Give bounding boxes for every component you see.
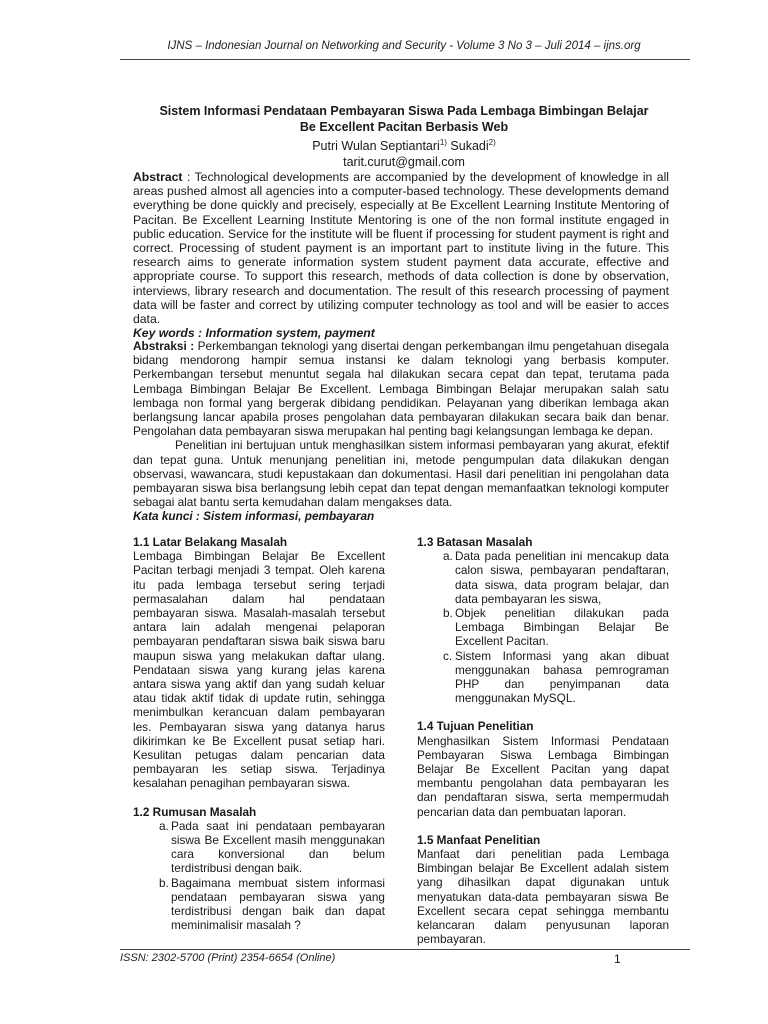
section-1-2-title: 1.2 Rumusan Masalah [133, 804, 257, 819]
section-1-5-title: 1.5 Manfaat Penelitian [417, 832, 541, 847]
paper-title-line1: Sistem Informasi Pendataan Pembayaran Siswa Pada Lembaga Bimbingan Belajar [159, 104, 649, 118]
abstract-label: Abstract [133, 170, 183, 184]
section-1-1-title: 1.1 Latar Belakang Masalah [133, 535, 288, 549]
footer-divider [120, 949, 690, 950]
author-2-affiliation: 2) [488, 138, 496, 147]
authors [120, 135, 688, 154]
journal-header: IJNS – Indonesian Journal on Networking and Security - Volume 3 No 3 – Juli 2014 – ijns.org [167, 40, 641, 52]
paper-title-line2: Be Excellent Pacitan Berbasis Web [299, 120, 509, 134]
footer-issn: ISSN: 2302-5700 (Print) 2354-6654 (Online) [120, 952, 336, 964]
abstract-keywords: Key words : Information system, payment [133, 326, 375, 341]
author-email: tarit.curut@gmail.com [343, 155, 465, 170]
abstract-indonesian [133, 339, 669, 524]
abstraksi-text-1: Perkembangan teknologi yang disertai dengan perkembangan ilmu pengetahuan disegala bidang mendorong hampir semua instansi ke dalam teknologi yang berbasis komputer. Perkembangan tersebut menuntut segala hal dilakukan secara cepat dan tepat, terutama pada Lembaga Bimbingan Belajar Be Excellent. Lembaga Bimbingan Belajar merupakan salah satu lembaga non formal yang bergerak dibidang pendidikan. Pelayanan yang diberikan lembaga akan berlangsung lancar apabila proses pengolahan data pembayaran dilakukan secara baik dan benar. Pengolahan data pembayaran siswa merupakan hal penting bagi kelangsungan lembaga ke depan. [133, 339, 669, 439]
section-1-2-list [133, 819, 385, 933]
author-1-affiliation: 1) [439, 138, 447, 147]
header-divider [120, 59, 690, 60]
list-item: a. Pada saat ini pendataan pembayaran siswa Be Excellent masih menggunakan cara konversional dan belum terdistribusi dengan baik. [159, 818, 385, 876]
abstract-english [133, 170, 669, 340]
author-2: Sukadi [446, 139, 489, 154]
section-1-1-body: Lembaga Bimbingan Belajar Be Excellent Pacitan terbagi menjadi 3 tempat. Oleh karena itu pada lembaga tersebut sering terjadi permasalahan dalam hal pendataan pembayaran siswa. Masalah-masalah tersebut antara lain adalah mengenai pelaporan pembayaran pendaftaran siswa baik siswa baru maupun siswa yang melakukan daftar ulang. Pendataan siswa yang kurang jelas karena antara siswa yang aktif dan yang sudah keluar atau tidak aktif tidak di update rutin, sehingga menimbulkan kerancuan dalam pembayaran les. Pembayaran siswa yang datanya harus dikirimkan ke Be Excellent pusat setiap hari. Kesulitan petugas dalam pencarian data pembayaran les setiap siswa. Terjadinya kesalahan penagihan pembayaran siswa. [133, 549, 385, 791]
abstract-text: : Technological developments are accompanied by the development of knowledge in all areas pushed almost all agencies into a computer-based technology. These developments demand everything be done quickly and precisely, especially at Be Excellent Learning Institute Mentoring of Pacitan. Be Excellent Learning Institute Mentoring is one of the non formal institute engaged in public education. Service for the institute will be fluent if processing for student payment is right and correct. Processing of student payment is an important part to institute living in the future. This research aims to generate information system student payment data accurate, effective and appropriate course. To support this research, methods of data collection is done by observation, interviews, library research and documentation. The result of this research processing of payment data will be faster and correct by utilizing computer technology as tool and will be easier to acces data. [133, 170, 669, 327]
left-column [133, 535, 385, 932]
list-item: a. Data pada penelitian ini mencakup data calon siswa, pembayaran pendaftaran, data siswa, data program belajar, dan data pembayaran les siswa, [443, 549, 669, 606]
title-block [120, 103, 688, 170]
section-1-5-body: Manfaat dari penelitian pada Lembaga Bimbingan belajar Be Excellent adalah sistem yang dihasilkan dapat digunakan untuk menyatukan data-data pembayaran siswa Be Excellent secara cepat sehingga membantu kelancaran dalam penyusunan laporan pembayaran. [417, 847, 669, 947]
list-item: b. Bagaimana membuat sistem informasi pendataan pembayaran siswa yang terdistribusi dengan baik dan dapat meminimalisir masalah ? [159, 875, 385, 933]
section-1-4-title: 1.4 Tujuan Penelitian [417, 719, 534, 734]
abstraksi-paragraph-1 [133, 339, 669, 438]
list-item: c. Sistem Informasi yang akan dibuat menggunakan bahasa pemrograman PHP dan penyimpanan data menggunakan MySQL. [443, 648, 669, 706]
abstraksi-label: Abstraksi : [133, 339, 195, 353]
right-column [417, 535, 669, 946]
list-item: b. Objek penelitian dilakukan pada Lembaga Bimbingan Belajar Be Excellent Pacitan. [443, 606, 669, 649]
section-1-3-list [417, 549, 669, 705]
author-1: Putri Wulan Septiantari [312, 139, 440, 154]
page-number: 1 [614, 952, 621, 966]
abstraksi-paragraph-2: Penelitian ini bertujuan untuk menghasilkan sistem informasi pembayaran yang akurat, efektif dan tepat guna. Untuk menunjang penelitian ini, metode pengumpulan data dilakukan dengan observasi, wawancara, studi kepustakaan dan dokumentasi. Hasil dari penelitian ini pengolahan data pembayaran siswa bisa berlangsung lebih cepat dan tepat dengan memanfaatkan teknologi komputer sebagai alat bantu serta kemudahan dalam mengakses data. [133, 438, 669, 510]
section-1-3-title: 1.3 Batasan Masalah [417, 535, 533, 549]
section-1-4-body: Menghasilkan Sistem Informasi Pendataan Pembayaran Siswa Lembaga Bimbingan Belajar Be Excellent Pacitan yang dapat membantu pengolahan data pembayaran les dan pendaftaran siswa, serta mempermudah pencarian data dan pembuatan laporan. [417, 733, 669, 819]
abstraksi-keywords: Kata kunci : Sistem informasi, pembayaran [133, 509, 375, 524]
